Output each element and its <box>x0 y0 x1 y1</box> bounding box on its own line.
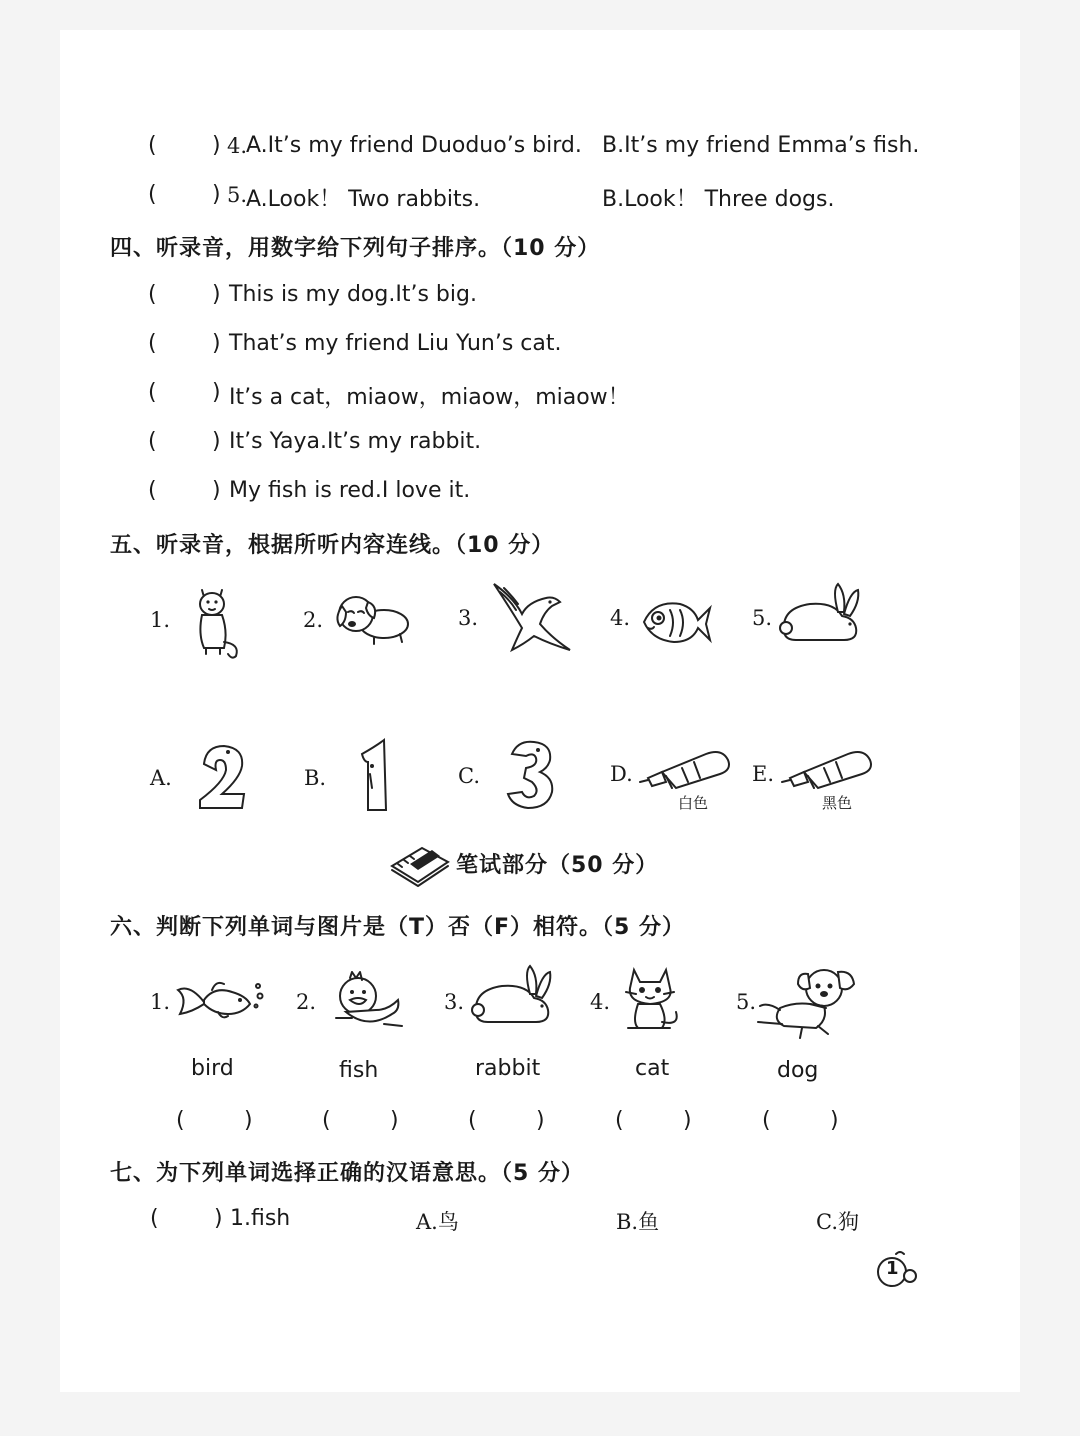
question-number: 5. <box>227 183 248 207</box>
notebook-pen-icon <box>388 840 452 886</box>
item-label: 3. <box>458 606 479 630</box>
number-three-icon <box>504 738 558 810</box>
item-label: B. <box>304 766 327 790</box>
answer-paren-open: ( <box>148 282 157 307</box>
answer-paren-close: ) <box>683 1108 692 1133</box>
answer-paren-close: ) <box>212 331 221 356</box>
answer-paren-open: ( <box>615 1108 624 1133</box>
answer-paren-open: ( <box>148 478 157 503</box>
fish-icon <box>640 594 712 650</box>
answer-paren-close: ) <box>214 1206 223 1231</box>
sentence: It’s a cat，miaow，miaow，miaow！ <box>229 385 630 410</box>
dog-icon <box>330 588 414 648</box>
tube-caption: 白色 <box>678 794 709 812</box>
bird-icon <box>328 970 404 1032</box>
option-a: A.Look！ Two rabbits. <box>246 187 481 212</box>
section-seven-title: 七、为下列单词选择正确的汉语意思。（5 分） <box>110 1161 584 1186</box>
item-label: 4. <box>590 990 611 1014</box>
option-b: B.It’s my friend Emma’s fish. <box>602 133 920 158</box>
answer-paren-close: ) <box>212 429 221 454</box>
page-number: 1 <box>886 1258 899 1279</box>
item-label: 1. <box>150 608 171 632</box>
answer-paren-open: ( <box>148 182 157 207</box>
answer-paren-open: ( <box>176 1108 185 1133</box>
word-label: rabbit <box>475 1056 541 1081</box>
cat-icon <box>192 582 248 662</box>
item-label: 5. <box>752 606 773 630</box>
section-four-title: 四、听录音，用数字给下列句子排序。（10 分） <box>110 236 601 261</box>
answer-paren-close: ) <box>212 282 221 307</box>
fish-icon <box>174 976 266 1026</box>
bird-icon <box>488 578 574 656</box>
item-label: 4. <box>610 606 631 630</box>
item-label: C. <box>458 764 480 788</box>
answer-paren-close: ) <box>212 478 221 503</box>
answer-paren-close: ) <box>212 182 221 207</box>
paint-tube-icon <box>778 748 874 794</box>
paint-tube-icon <box>636 748 732 794</box>
answer-paren-open: ( <box>148 133 157 158</box>
dog-icon <box>754 962 858 1040</box>
sentence: It’s Yaya.It’s my rabbit. <box>229 429 482 454</box>
question-word: 1.fish <box>230 1206 291 1231</box>
answer-paren-close: ) <box>390 1108 399 1133</box>
answer-paren-open: ( <box>322 1108 331 1133</box>
answer-paren-open: ( <box>148 380 157 405</box>
answer-paren-open: ( <box>762 1108 771 1133</box>
sentence: That’s my friend Liu Yun’s cat. <box>229 331 562 356</box>
written-part-title: 笔试部分（50 分） <box>456 853 659 878</box>
word-label: fish <box>339 1058 379 1083</box>
option-a: A.鸟 <box>416 1210 459 1234</box>
option-b: B.鱼 <box>616 1210 660 1234</box>
sentence: This is my dog.It’s big. <box>229 282 477 307</box>
section-six-title: 六、判断下列单词与图片是（T）否（F）相符。（5 分） <box>110 915 686 940</box>
word-label: bird <box>191 1056 234 1081</box>
item-label: D. <box>610 762 633 786</box>
number-two-icon <box>194 742 252 814</box>
answer-paren-close: ) <box>212 133 221 158</box>
item-label: 1. <box>150 990 171 1014</box>
option-b: B.Look！ Three dogs. <box>602 187 835 212</box>
answer-paren-close: ) <box>244 1108 253 1133</box>
rabbit-icon <box>776 582 868 648</box>
rabbit-icon <box>468 964 560 1030</box>
word-label: cat <box>635 1056 670 1081</box>
answer-paren-close: ) <box>830 1108 839 1133</box>
cat-icon <box>622 966 686 1036</box>
item-label: E. <box>752 762 775 786</box>
item-label: 5. <box>736 990 757 1014</box>
option-c: C.狗 <box>816 1210 859 1234</box>
item-label: A. <box>150 766 172 790</box>
section-five-title: 五、听录音，根据所听内容连线。（10 分） <box>110 533 555 558</box>
option-a: A.It’s my friend Duoduo’s bird. <box>246 133 582 158</box>
answer-paren-open: ( <box>148 331 157 356</box>
item-label: 2. <box>296 990 317 1014</box>
question-number: 4. <box>227 134 248 158</box>
word-label: dog <box>777 1058 819 1083</box>
answer-paren-close: ) <box>536 1108 545 1133</box>
tube-caption: 黑色 <box>822 794 853 812</box>
answer-paren-open: ( <box>468 1108 477 1133</box>
number-one-icon <box>354 738 394 814</box>
item-label: 3. <box>444 990 465 1014</box>
sentence: My fish is red.I love it. <box>229 478 471 503</box>
item-label: 2. <box>303 608 324 632</box>
answer-paren-close: ) <box>212 380 221 405</box>
answer-paren-open: ( <box>150 1206 159 1231</box>
answer-paren-open: ( <box>148 429 157 454</box>
